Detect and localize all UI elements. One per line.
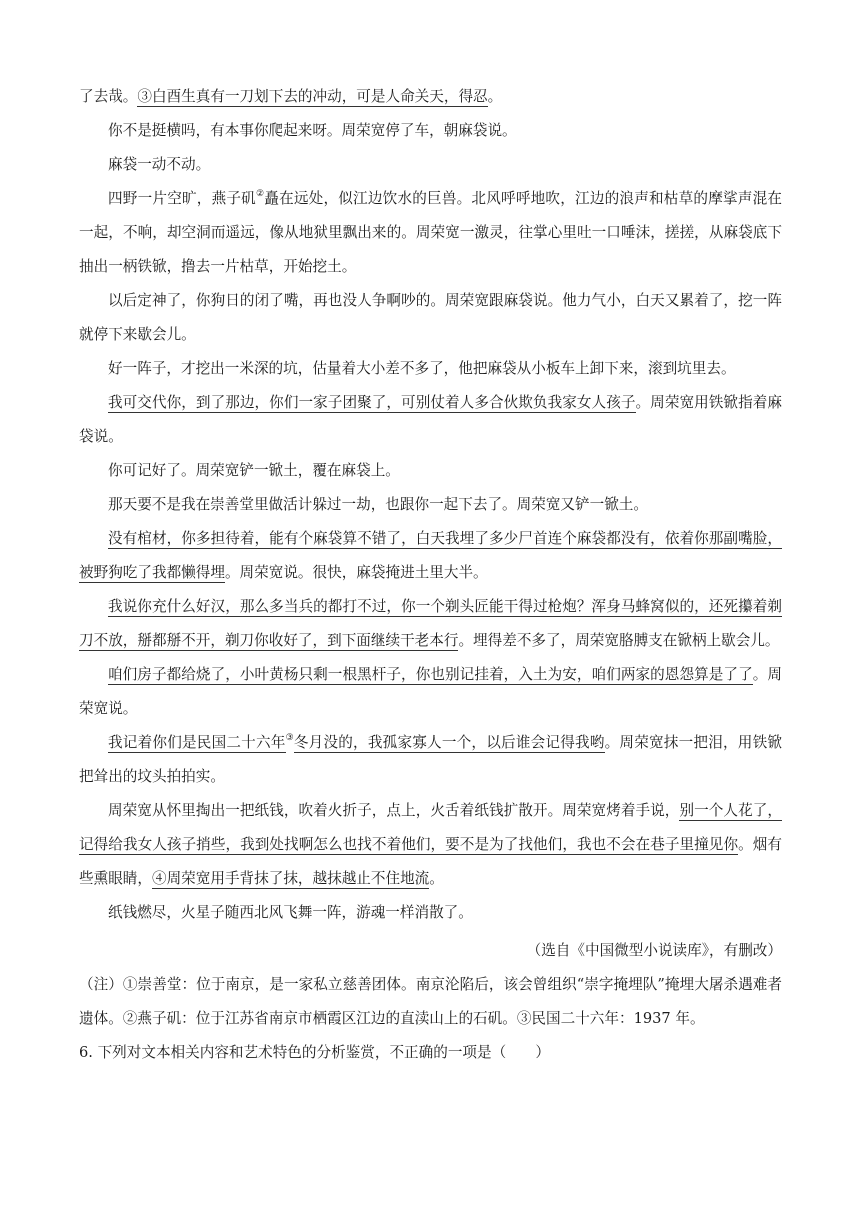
text: 。周荣宽说。很快，麻袋掩进土里大半。 <box>224 564 488 581</box>
paragraph-8 <box>79 454 782 488</box>
paragraph-9 <box>79 488 782 522</box>
underlined-text: 没有棺材，你多担待着，能有个麻袋算不错了，白天我埋了多少尸首连个麻袋都没有，依着你那副嘴脸，被野狗吃了我都懒得埋 <box>79 530 782 581</box>
paragraph-10 <box>79 522 782 590</box>
underlined-text: 我记着你们是民国二十六年 <box>108 734 286 751</box>
underlined-text: 咱们房子都给烧了，小叶黄杨只剩一根黑杆子，你也别记挂着，入土为安，咱们两家的恩怨算是了了 <box>108 666 753 683</box>
text: 你不是挺横吗，有本事你爬起来呀。周荣宽停了车，朝麻袋说。 <box>108 122 517 139</box>
text: 矗在远处，似江边饮水的巨兽。北风呼呼地吹，江边的浪声和枯草的摩挲声混在一起，不响，却空洞而遥远，像从地狱里飘出来的。周荣宽一激灵，往掌心里吐一口唾沫，搓搓，从麻袋底下抽出一柄铁锨，撸去一片枯草，开始挖土。 <box>79 190 782 275</box>
text: 以后定神了，你狗日的闭了嘴，再也没人争啊吵的。周荣宽跟麻袋说。他力气小，白天又累着了，挖一阵就停下来歇会儿。 <box>79 292 782 343</box>
paragraph-15 <box>79 896 782 930</box>
paragraph-1 <box>79 80 782 114</box>
text: 。 <box>487 88 503 105</box>
underlined-text: ③白酉生真有一刀划下去的冲动，可是人命关天，得忍 <box>137 88 488 105</box>
footnote-marker: ② <box>255 189 265 200</box>
paragraph-6 <box>79 352 782 386</box>
paragraph-14 <box>79 794 782 896</box>
text: 你可记好了。周荣宽铲一锨土，覆在麻袋上。 <box>108 462 400 479</box>
paragraph-7 <box>79 386 782 454</box>
paragraph-5 <box>79 284 782 352</box>
text: 。 <box>429 870 444 887</box>
text: 纸钱燃尽，火星子随西北风飞舞一阵，游魂一样消散了。 <box>108 904 473 921</box>
text: 。埋得差不多了，周荣宽胳膊支在锨柄上歇会儿。 <box>458 632 780 649</box>
paragraph-13 <box>79 726 782 794</box>
paragraph-12 <box>79 658 782 726</box>
text: 四野一片空旷，燕子矶 <box>108 190 256 207</box>
paragraph-2 <box>79 114 782 148</box>
text: 。烟有些熏眼睛， <box>79 836 782 887</box>
paragraph-3 <box>79 148 782 182</box>
underlined-text: 冬月没的，我孤家寡人一个，以后谁会记得我哟 <box>293 734 605 751</box>
underlined-text: 别一个人花了，记得给我女人孩子捎些，我到处找啊怎么也找不着他们，要不是为了找他们，我也不会在巷子里撞见你 <box>79 802 782 853</box>
paragraph-11 <box>79 590 782 658</box>
text: 。周荣宽抹一把泪，用铁锨把耸出的坟头拍拍实。 <box>79 734 782 785</box>
underlined-text: 我可交代你，到了那边，你们一家子团聚了，可别仗着人多合伙欺负我家女人孩子 <box>108 394 636 411</box>
text: 。周荣宽说。 <box>79 666 782 717</box>
underlined-text: ④周荣宽用手背抹了抹，越抹越止不住地流 <box>151 870 430 887</box>
document-body <box>79 80 782 1070</box>
text: 麻袋一动不动。 <box>108 156 211 173</box>
underlined-text: 我说你充什么好汉，那么多当兵的都打不过，你一个剃头匠能干得过枪炮？浑身马蜂窝似的，还死攥着剃刀不放，掰都掰不开，剃刀你收好了，到下面继续干老本行 <box>79 598 782 649</box>
text: 那天要不是我在崇善堂里做活计躲过一劫，也跟你一起下去了。周荣宽又铲一锨土。 <box>108 496 648 513</box>
footnote: （注）①崇善堂：位于南京，是一家私立慈善团体。南京沦陷后，该会曾组织“崇字掩埋队”掩埋大屠杀遇难者遗体。②燕子矶：位于江苏省南京市栖霞区江边的直渎山上的石矶。③民国二十六年：1937 年。 <box>79 976 782 1027</box>
paragraph-4 <box>79 182 782 284</box>
text: 。周荣宽用铁锨指着麻袋说。 <box>79 394 782 445</box>
source-citation: （选自《中国微型小说读库》，有删改） <box>526 942 782 959</box>
text: 周荣宽从怀里掏出一把纸钱，吹着火折子，点上，火舌着纸钱扩散开。周荣宽烤着手说， <box>108 802 680 819</box>
text: 了去哉。 <box>79 88 138 105</box>
text: 好一阵子，才挖出一米深的坑，估量着大小差不多了，他把麻袋从小板车上卸下来，滚到坑里去。 <box>108 360 736 377</box>
question-6: 6. 下列对文本相关内容和艺术特色的分析鉴赏，不正确的一项是（ ） <box>79 1044 550 1061</box>
footnote-marker: ③ <box>285 733 294 744</box>
